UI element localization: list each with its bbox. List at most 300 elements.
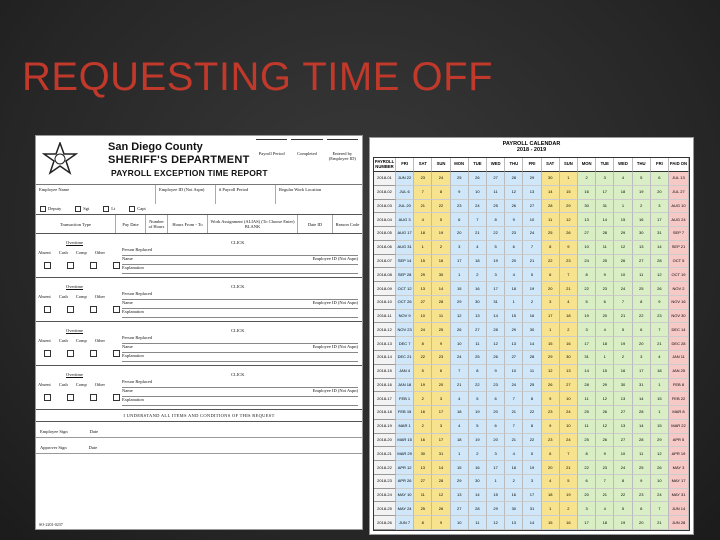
calendar-day-cell: 18 [596,516,614,530]
calendar-day-cell: 26 [651,282,669,296]
calendar-day-cell: 29 [451,475,469,489]
calendar-day-cell: 3 [523,475,541,489]
header-cell-completed: Completed [291,139,322,162]
calendar-day-cell: 23 [542,434,560,448]
paid-on-cell: MAY 17 [669,475,689,489]
calendar-day-cell: 26 [432,502,450,516]
click-label: CLICK [231,284,245,289]
calendar-day-cell: 8 [578,447,596,461]
calendar-day-cell: 19 [523,282,541,296]
calendar-day-cell: 12 [451,310,469,324]
payroll-number-cell: 2018-05 [374,227,396,241]
calendar-day-cell: 8 [523,420,541,434]
overtime-label: Overtime [66,284,83,289]
calendar-day-cell: FEB 1 [396,392,414,406]
calendar-day-cell: JAN 4 [396,365,414,379]
calendar-day-cell: 10 [651,475,669,489]
calendar-day-cell: 25 [633,282,651,296]
calendar-day-cell: 25 [451,172,469,186]
click-label: CLICK [231,240,245,245]
calendar-day-cell: 14 [469,489,487,503]
absence-type-labels [38,338,105,343]
paid-on-cell: MAR 8 [669,406,689,420]
calendar-day-cell: 18 [451,406,469,420]
name-label: Name [122,300,133,305]
checkbox-box [44,262,51,269]
calendar-day-cell: 24 [560,434,578,448]
calendar-day-cell: 11 [469,516,487,530]
calendar-day-cell: 15 [487,489,505,503]
checkbox-box [113,262,120,269]
checkbox-box [67,394,74,401]
paid-on-cell: JUL 13 [669,172,689,186]
checkbox-box [67,350,74,357]
name-label: Name [122,256,133,261]
calendar-day-cell: 22 [523,406,541,420]
calendar-day-cell: 29 [651,434,669,448]
calendar-day-cell: 30 [469,475,487,489]
calendar-day-cell: 3 [487,268,505,282]
calendar-day-cell: 20 [505,255,523,269]
calendar-day-cell: 5 [523,268,541,282]
calendar-day-cell: 1 [542,502,560,516]
payroll-number-cell: 2018-15 [374,365,396,379]
calendar-day-cell: 22 [487,227,505,241]
calendar-day-cell: 8 [633,296,651,310]
calendar-day-cell: 3 [633,351,651,365]
calendar-day-cell: 31 [432,447,450,461]
calendar-day-cell: 14 [651,241,669,255]
calendar-day-cell: 8 [523,392,541,406]
calendar-day-cell: 11 [633,268,651,282]
form-entry-block [36,278,362,322]
calendar-day-cell: 18 [596,337,614,351]
checkbox-box [90,394,97,401]
calendar-day-cell: 15 [451,282,469,296]
rank-sgt: Sgt [83,206,90,212]
calendar-day-cell: 17 [542,310,560,324]
calendar-day-cell: 17 [487,282,505,296]
paid-on-cell: MAY 3 [669,461,689,475]
calendar-day-cell: 14 [542,186,560,200]
calendar-day-cell: 24 [505,379,523,393]
calendar-day-cell: 17 [432,434,450,448]
calendar-header-cell: WED [614,158,632,172]
calendar-day-cell: 23 [596,282,614,296]
calendar-day-cell: 21 [451,379,469,393]
calendar-day-cell: 1 [614,200,632,214]
calendar-day-cell: 11 [414,489,432,503]
payroll-number-cell: 2018-01 [374,172,396,186]
calendar-day-cell: 28 [542,200,560,214]
calendar-day-cell: 12 [560,213,578,227]
calendar-day-cell: 1 [451,447,469,461]
calendar-day-cell: 16 [414,406,432,420]
calendar-header-cell: MON [578,158,596,172]
calendar-day-cell: 17 [523,489,541,503]
calendar-day-cell: 25 [523,379,541,393]
calendar-day-cell: 23 [451,200,469,214]
calendar-day-cell: 28 [651,255,669,269]
calendar-day-cell: 26 [487,351,505,365]
calendar-day-cell: 6 [596,296,614,310]
calendar-day-cell: 5 [633,172,651,186]
calendar-day-cell: 19 [560,489,578,503]
calendar-day-cell: 27 [414,296,432,310]
calendar-day-cell: 2 [469,268,487,282]
calendar-day-cell: 15 [596,365,614,379]
calendar-day-cell: 31 [633,379,651,393]
paid-on-cell: AUG 10 [669,200,689,214]
calendar-day-cell: 18 [542,489,560,503]
col-date-id: Date ID [298,215,333,233]
checkbox-box [113,350,120,357]
overtime-label: Overtime [66,372,83,377]
absence-type-label: Cash [58,294,68,299]
calendar-day-cell: 2 [523,296,541,310]
calendar-day-cell: APR 26 [396,475,414,489]
checkbox-box [103,206,109,212]
calendar-day-cell: MAY 24 [396,502,414,516]
calendar-day-cell: 1 [651,379,669,393]
calendar-day-cell: 16 [560,337,578,351]
calendar-day-cell: 22 [523,434,541,448]
col-transaction-type: Transaction Type [36,215,116,233]
paid-on-cell: OCT 5 [669,255,689,269]
calendar-day-cell: 8 [469,365,487,379]
calendar-day-cell: 5 [523,447,541,461]
calendar-day-cell: 7 [614,296,632,310]
calendar-day-cell: 20 [651,186,669,200]
payroll-exception-form-image [35,135,363,530]
col-number-of-hours: Number of Hours [146,215,168,233]
calendar-day-cell: 1 [651,406,669,420]
absence-type-label: Comp [75,338,87,343]
calendar-day-cell: 1 [560,172,578,186]
calendar-day-cell: 3 [432,392,450,406]
calendar-day-cell: JUL 20 [396,200,414,214]
calendar-day-cell: 26 [614,255,632,269]
employee-date-label: Date [89,429,99,434]
calendar-day-cell: 23 [560,255,578,269]
calendar-day-cell: 2 [614,351,632,365]
calendar-day-cell: 6 [432,365,450,379]
payroll-number-cell: 2018-03 [374,200,396,214]
calendar-day-cell: 23 [651,310,669,324]
work-location-field: Regular Work Location [279,187,322,192]
header-cell-entered-by: Entered by (Employee ID) [327,139,358,162]
calendar-day-cell: 17 [487,461,505,475]
calendar-day-cell: 30 [523,323,541,337]
calendar-day-cell: 2 [578,172,596,186]
calendar-day-cell: 8 [414,337,432,351]
calendar-header-cell: SUN [560,158,578,172]
payroll-calendar-image [369,137,694,535]
name-label: Name [122,344,133,349]
calendar-day-cell: 22 [469,379,487,393]
calendar-day-cell: 4 [542,475,560,489]
calendar-day-cell: 27 [614,406,632,420]
paid-on-cell: JAN 11 [669,351,689,365]
person-replaced-label: Person Replaced [122,291,153,296]
calendar-day-cell: 10 [505,365,523,379]
calendar-day-cell: 1 [414,241,432,255]
calendar-day-cell: 9 [542,420,560,434]
calendar-day-cell: 20 [633,516,651,530]
calendar-day-cell: 7 [596,475,614,489]
calendar-day-cell: 14 [578,365,596,379]
payroll-number-cell: 2018-06 [374,241,396,255]
calendar-years: 2018 - 2019 [516,147,547,153]
checkbox-box [67,262,74,269]
calendar-day-cell: 12 [487,516,505,530]
calendar-day-cell: 11 [542,213,560,227]
explanation-label: Explanation [122,309,144,314]
calendar-header-cell: THU [505,158,523,172]
calendar-day-cell: 14 [432,282,450,296]
calendar-day-cell: 13 [414,461,432,475]
calendar-day-cell: SEP 14 [396,255,414,269]
employee-id-label: Employee ID (Not Aspn) [312,300,358,305]
entry-lines [122,335,358,362]
calendar-day-cell: 17 [432,406,450,420]
absence-checkboxes [44,306,122,313]
calendar-day-cell: 30 [414,447,432,461]
calendar-day-cell: 23 [596,461,614,475]
calendar-day-cell: 4 [505,268,523,282]
calendar-day-cell: 5 [432,213,450,227]
checkbox-box [67,306,74,313]
absence-type-label: Absent [38,294,51,299]
calendar-day-cell: 27 [487,172,505,186]
calendar-day-cell: 12 [432,489,450,503]
calendar-day-cell: 2 [633,200,651,214]
calendar-day-cell: 25 [633,461,651,475]
calendar-day-cell: 30 [542,172,560,186]
calendar-day-cell: 7 [505,392,523,406]
paid-on-cell: NOV 16 [669,296,689,310]
calendar-day-cell: 18 [469,255,487,269]
calendar-day-cell: 30 [560,351,578,365]
calendar-day-cell: 21 [523,255,541,269]
calendar-day-cell: 25 [596,255,614,269]
calendar-day-cell: 16 [560,516,578,530]
paid-on-cell: APR 5 [669,434,689,448]
calendar-day-cell: 27 [414,475,432,489]
calendar-day-cell: 4 [451,420,469,434]
col-reason-code: Reason Code [335,221,360,227]
calendar-day-cell: OCT 12 [396,282,414,296]
calendar-day-cell: 10 [614,447,632,461]
calendar-day-cell: 2 [469,447,487,461]
calendar-day-cell: 13 [523,186,541,200]
calendar-day-cell: 26 [469,172,487,186]
calendar-day-cell: 18 [505,282,523,296]
calendar-day-cell: 5 [469,392,487,406]
calendar-day-cell: 4 [560,296,578,310]
calendar-day-cell: 12 [487,337,505,351]
form-county: San Diego County [108,141,203,153]
calendar-day-cell: 14 [633,392,651,406]
form-entry-blocks [36,234,362,410]
paid-on-cell: SEP 7 [669,227,689,241]
calendar-day-cell: 7 [505,420,523,434]
name-label: Name [122,388,133,393]
calendar-day-cell: 20 [487,406,505,420]
absence-type-label: Other [94,250,106,255]
paid-on-cell: SEP 21 [669,241,689,255]
calendar-day-cell: NOV 9 [396,310,414,324]
checkbox-box [44,394,51,401]
calendar-day-cell: 6 [451,213,469,227]
form-column-headers [36,214,362,234]
payroll-number-cell: 2018-12 [374,323,396,337]
calendar-day-cell: 6 [542,268,560,282]
calendar-day-cell: 28 [432,475,450,489]
calendar-day-cell: 28 [487,323,505,337]
absence-type-label: Cash [58,338,68,343]
calendar-day-cell: 9 [596,447,614,461]
calendar-day-cell: 28 [505,172,523,186]
calendar-day-cell: 30 [614,379,632,393]
calendar-day-cell: 31 [596,200,614,214]
paid-on-cell: AUG 24 [669,213,689,227]
calendar-day-cell: 7 [469,213,487,227]
calendar-day-cell: 7 [560,268,578,282]
calendar-day-cell: 28 [633,406,651,420]
calendar-day-cell: 13 [451,489,469,503]
calendar-day-cell: 7 [414,186,432,200]
paid-on-cell: JUN 28 [669,516,689,530]
payroll-number-cell: 2018-22 [374,461,396,475]
calendar-day-cell: 8 [542,241,560,255]
form-employee-row [36,184,362,204]
calendar-day-cell: 18 [651,365,669,379]
calendar-grid [373,157,690,531]
calendar-day-cell: 30 [578,200,596,214]
calendar-day-cell: 4 [596,323,614,337]
calendar-day-cell: 26 [451,323,469,337]
calendar-day-cell: 26 [596,434,614,448]
calendar-day-cell: 19 [614,337,632,351]
calendar-day-cell: 20 [542,461,560,475]
calendar-day-cell: 14 [523,337,541,351]
calendar-day-cell: 21 [596,489,614,503]
calendar-day-cell: 15 [505,310,523,324]
calendar-day-cell: 3 [578,502,596,516]
calendar-day-cell: 24 [578,255,596,269]
calendar-day-cell: 20 [596,310,614,324]
calendar-day-cell: 21 [469,227,487,241]
calendar-day-cell: 24 [469,200,487,214]
calendar-day-cell: 18 [451,434,469,448]
payroll-number-cell: 2018-11 [374,310,396,324]
approver-date-label: Date [88,445,98,450]
calendar-day-cell: 25 [542,227,560,241]
calendar-day-cell: 24 [651,489,669,503]
calendar-day-cell: 10 [614,268,632,282]
calendar-title: PAYROLL CALENDAR [502,141,561,147]
calendar-day-cell: 16 [469,461,487,475]
calendar-day-cell: 28 [432,296,450,310]
signature-row-1 [36,422,362,438]
calendar-day-cell: JUL 6 [396,186,414,200]
checkbox-box [113,394,120,401]
calendar-day-cell: 23 [414,172,432,186]
form-entry-block [36,234,362,278]
calendar-day-cell: 14 [432,461,450,475]
calendar-day-cell: 7 [560,447,578,461]
paid-on-cell: MAY 31 [669,489,689,503]
calendar-day-cell: 24 [523,227,541,241]
payroll-number-cell: 2018-13 [374,337,396,351]
calendar-day-cell: 27 [633,255,651,269]
calendar-day-cell: 19 [523,461,541,475]
calendar-day-cell: OCT 26 [396,296,414,310]
calendar-day-cell: 11 [523,365,541,379]
calendar-day-cell: 1 [542,323,560,337]
calendar-day-cell: 16 [505,489,523,503]
calendar-day-cell: 19 [633,186,651,200]
calendar-day-cell: 5 [614,323,632,337]
calendar-day-cell: 23 [542,406,560,420]
payroll-number-cell: 2018-18 [374,406,396,420]
calendar-header-cell: MON [451,158,469,172]
paid-on-cell: FEB 22 [669,392,689,406]
calendar-day-cell: 23 [633,489,651,503]
calendar-day-cell: 5 [560,475,578,489]
calendar-day-cell: 19 [614,516,632,530]
paid-on-cell: JAN 25 [669,365,689,379]
calendar-day-cell: 19 [414,379,432,393]
overtime-label: Overtime [66,328,83,333]
calendar-day-cell: 16 [523,310,541,324]
calendar-day-cell: 17 [596,186,614,200]
calendar-day-cell: 13 [505,516,523,530]
calendar-day-cell: 25 [469,351,487,365]
calendar-header-cell: FRI [523,158,541,172]
calendar-day-cell: 27 [578,227,596,241]
calendar-day-cell: 7 [523,241,541,255]
checkbox-box [90,350,97,357]
absence-type-label: Other [94,382,106,387]
calendar-day-cell: 31 [651,227,669,241]
calendar-day-cell: 6 [633,502,651,516]
calendar-day-cell: 18 [560,310,578,324]
person-replaced-label: Person Replaced [122,247,153,252]
calendar-day-cell: 11 [469,337,487,351]
calendar-day-cell: 13 [414,282,432,296]
calendar-day-cell: 8 [432,186,450,200]
entry-lines [122,291,358,318]
calendar-header-cell: THU [633,158,651,172]
calendar-day-cell: 31 [487,296,505,310]
calendar-day-cell: 1 [487,475,505,489]
calendar-day-cell: 15 [651,420,669,434]
calendar-day-cell: 26 [651,461,669,475]
paid-on-cell: JUL 27 [669,186,689,200]
calendar-day-cell: 10 [578,241,596,255]
sheriff-badge-icon [42,142,78,180]
checkbox-box [40,206,46,212]
paid-on-cell: DEC 28 [669,337,689,351]
calendar-day-cell: DEC 21 [396,351,414,365]
calendar-day-cell: 4 [451,392,469,406]
paid-on-cell: NOV 2 [669,282,689,296]
paid-on-cell: NOV 30 [669,310,689,324]
absence-type-label: Absent [38,382,51,387]
calendar-day-cell: 29 [451,296,469,310]
